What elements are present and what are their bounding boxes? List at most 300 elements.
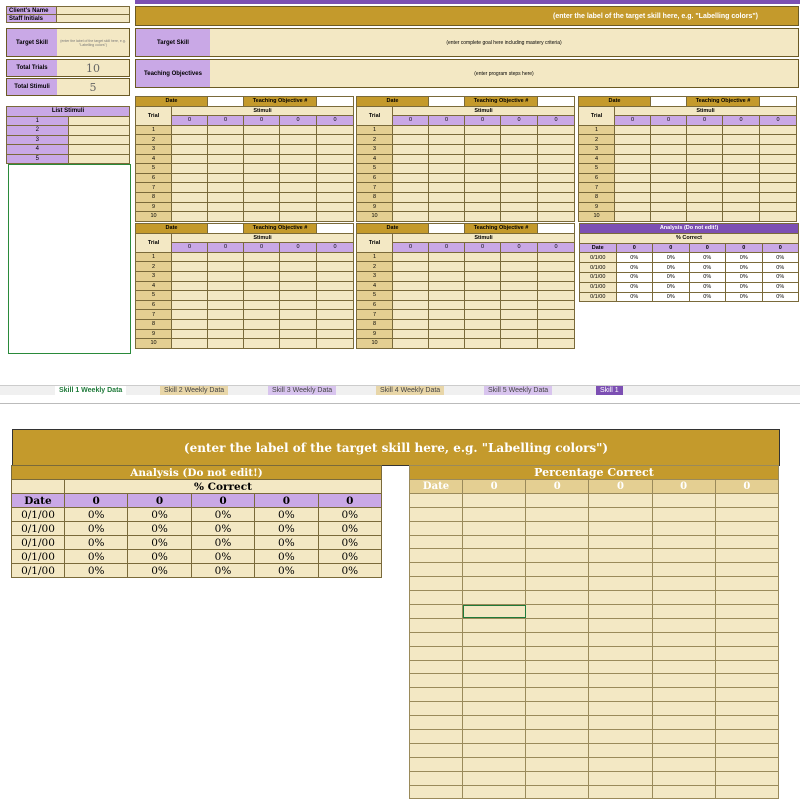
trial-response-cell[interactable] <box>429 310 465 320</box>
pct-cell[interactable] <box>589 646 652 660</box>
trial-response-cell[interactable] <box>465 291 501 301</box>
trial-response-cell[interactable] <box>393 319 429 329</box>
trial-response-cell[interactable] <box>429 300 465 310</box>
pct-cell[interactable] <box>652 785 715 799</box>
teaching-objective-input[interactable] <box>538 224 575 234</box>
trial-response-cell[interactable] <box>501 319 538 329</box>
trial-response-cell[interactable] <box>501 300 538 310</box>
trial-response-cell[interactable] <box>280 271 317 281</box>
trial-response-cell[interactable] <box>760 173 797 183</box>
trial-response-cell[interactable] <box>429 173 465 183</box>
trial-response-cell[interactable] <box>501 339 538 349</box>
trial-response-cell[interactable] <box>172 125 208 135</box>
trial-response-cell[interactable] <box>429 271 465 281</box>
trial-response-cell[interactable] <box>244 173 280 183</box>
trial-response-cell[interactable] <box>393 154 429 164</box>
trial-response-cell[interactable] <box>317 135 354 145</box>
trial-response-cell[interactable] <box>393 329 429 339</box>
pct-cell[interactable] <box>652 632 715 646</box>
trial-response-cell[interactable] <box>429 262 465 272</box>
pct-cell[interactable] <box>410 716 463 730</box>
trial-response-cell[interactable] <box>393 252 429 262</box>
trial-response-cell[interactable] <box>280 339 317 349</box>
trial-response-cell[interactable] <box>393 144 429 154</box>
trial-response-cell[interactable] <box>280 164 317 174</box>
pct-cell[interactable] <box>589 757 652 771</box>
trial-response-cell[interactable] <box>501 281 538 291</box>
pct-cell[interactable] <box>589 702 652 716</box>
trial-response-cell[interactable] <box>172 281 208 291</box>
trial-response-cell[interactable] <box>465 183 501 193</box>
stimulus-input[interactable] <box>68 145 130 155</box>
trial-response-cell[interactable] <box>280 173 317 183</box>
trial-response-cell[interactable] <box>760 183 797 193</box>
skill-title-cell[interactable]: (enter the label of the target skill here, e.g. "Labelling colors") <box>135 6 799 26</box>
trial-response-cell[interactable] <box>280 183 317 193</box>
trial-response-cell[interactable] <box>280 192 317 202</box>
trial-response-cell[interactable] <box>393 164 429 174</box>
pct-cell[interactable] <box>589 660 652 674</box>
trial-response-cell[interactable] <box>244 212 280 222</box>
trial-response-cell[interactable] <box>723 173 760 183</box>
trial-response-cell[interactable] <box>393 183 429 193</box>
staff-initials-input[interactable] <box>57 15 130 23</box>
pct-cell[interactable] <box>463 646 526 660</box>
trial-response-cell[interactable] <box>760 212 797 222</box>
trial-response-cell[interactable] <box>687 173 723 183</box>
pct-cell[interactable] <box>463 688 526 702</box>
date-input[interactable] <box>208 224 244 234</box>
pct-cell[interactable] <box>589 743 652 757</box>
pct-cell[interactable] <box>715 646 778 660</box>
trial-response-cell[interactable] <box>501 329 538 339</box>
pct-cell[interactable] <box>652 591 715 605</box>
trial-response-cell[interactable] <box>172 262 208 272</box>
pct-cell[interactable] <box>715 757 778 771</box>
pct-cell[interactable] <box>589 493 652 507</box>
pct-cell[interactable] <box>589 771 652 785</box>
pct-cell[interactable] <box>526 646 589 660</box>
trial-response-cell[interactable] <box>429 281 465 291</box>
pct-cell[interactable] <box>715 674 778 688</box>
trial-response-cell[interactable] <box>538 291 575 301</box>
pct-cell[interactable] <box>410 743 463 757</box>
trial-response-cell[interactable] <box>208 252 244 262</box>
pct-cell[interactable] <box>589 577 652 591</box>
trial-response-cell[interactable] <box>501 135 538 145</box>
trial-response-cell[interactable] <box>317 329 354 339</box>
trial-response-cell[interactable] <box>615 164 651 174</box>
trial-response-cell[interactable] <box>687 135 723 145</box>
trial-response-cell[interactable] <box>393 173 429 183</box>
pct-cell[interactable] <box>463 605 526 619</box>
pct-cell[interactable] <box>526 730 589 744</box>
trial-response-cell[interactable] <box>501 192 538 202</box>
trial-response-cell[interactable] <box>208 173 244 183</box>
trial-response-cell[interactable] <box>172 192 208 202</box>
trial-response-cell[interactable] <box>317 212 354 222</box>
trial-response-cell[interactable] <box>317 202 354 212</box>
pct-cell[interactable] <box>463 743 526 757</box>
date-input[interactable] <box>429 97 465 107</box>
pct-cell[interactable] <box>652 549 715 563</box>
pct-cell[interactable] <box>715 605 778 619</box>
pct-cell[interactable] <box>652 730 715 744</box>
pct-cell[interactable] <box>463 730 526 744</box>
trial-response-cell[interactable] <box>760 164 797 174</box>
trial-response-cell[interactable] <box>172 329 208 339</box>
teaching-objective-input[interactable] <box>760 97 797 107</box>
skill-title-cell-large[interactable]: (enter the label of the target skill here, e.g. "Labelling colors") <box>12 429 780 466</box>
pct-cell[interactable] <box>526 605 589 619</box>
pct-cell[interactable] <box>526 743 589 757</box>
trial-response-cell[interactable] <box>687 144 723 154</box>
trial-response-cell[interactable] <box>615 135 651 145</box>
sheet-tab[interactable]: Skill 5 Weekly Data <box>484 386 552 395</box>
pct-cell[interactable] <box>715 591 778 605</box>
pct-cell[interactable] <box>410 605 463 619</box>
trial-response-cell[interactable] <box>538 252 575 262</box>
pct-cell[interactable] <box>652 757 715 771</box>
pct-cell[interactable] <box>463 563 526 577</box>
pct-cell[interactable] <box>410 632 463 646</box>
trial-response-cell[interactable] <box>723 164 760 174</box>
trial-response-cell[interactable] <box>538 300 575 310</box>
pct-cell[interactable] <box>463 757 526 771</box>
trial-response-cell[interactable] <box>393 192 429 202</box>
pct-cell[interactable] <box>589 507 652 521</box>
pct-cell[interactable] <box>463 632 526 646</box>
trial-response-cell[interactable] <box>280 281 317 291</box>
pct-cell[interactable] <box>463 716 526 730</box>
trial-response-cell[interactable] <box>760 144 797 154</box>
trial-response-cell[interactable] <box>208 125 244 135</box>
trial-response-cell[interactable] <box>687 164 723 174</box>
date-input[interactable] <box>651 97 687 107</box>
trial-response-cell[interactable] <box>244 202 280 212</box>
trial-response-cell[interactable] <box>429 183 465 193</box>
trial-response-cell[interactable] <box>317 125 354 135</box>
trial-response-cell[interactable] <box>687 125 723 135</box>
pct-cell[interactable] <box>463 702 526 716</box>
trial-response-cell[interactable] <box>429 339 465 349</box>
total-stimuli-value[interactable]: 5 <box>57 79 129 95</box>
trial-response-cell[interactable] <box>393 202 429 212</box>
goal-input[interactable]: (enter complete goal here including mastery criteria) <box>210 29 798 56</box>
pct-cell[interactable] <box>715 771 778 785</box>
pct-cell[interactable] <box>589 521 652 535</box>
pct-cell[interactable] <box>652 493 715 507</box>
pct-cell[interactable] <box>652 716 715 730</box>
sheet-tab[interactable]: Skill 3 Weekly Data <box>268 386 336 395</box>
trial-response-cell[interactable] <box>172 154 208 164</box>
trial-response-cell[interactable] <box>393 125 429 135</box>
pct-cell[interactable] <box>715 507 778 521</box>
pct-cell[interactable] <box>526 688 589 702</box>
trial-response-cell[interactable] <box>723 144 760 154</box>
trial-response-cell[interactable] <box>172 183 208 193</box>
trial-response-cell[interactable] <box>172 310 208 320</box>
pct-cell[interactable] <box>410 730 463 744</box>
trial-response-cell[interactable] <box>280 154 317 164</box>
trial-response-cell[interactable] <box>208 154 244 164</box>
trial-response-cell[interactable] <box>429 329 465 339</box>
trial-response-cell[interactable] <box>244 300 280 310</box>
trial-response-cell[interactable] <box>465 329 501 339</box>
trial-response-cell[interactable] <box>172 300 208 310</box>
trial-response-cell[interactable] <box>538 173 575 183</box>
pct-cell[interactable] <box>463 507 526 521</box>
trial-response-cell[interactable] <box>393 135 429 145</box>
total-trials-value[interactable]: 10 <box>57 60 129 76</box>
trial-response-cell[interactable] <box>208 202 244 212</box>
trial-response-cell[interactable] <box>244 291 280 301</box>
pct-cell[interactable] <box>410 577 463 591</box>
pct-cell[interactable] <box>526 493 589 507</box>
stimulus-input[interactable] <box>68 126 130 136</box>
pct-cell[interactable] <box>526 716 589 730</box>
pct-cell[interactable] <box>526 591 589 605</box>
pct-cell[interactable] <box>410 493 463 507</box>
pct-cell[interactable] <box>652 702 715 716</box>
pct-cell[interactable] <box>652 507 715 521</box>
pct-cell[interactable] <box>715 688 778 702</box>
trial-response-cell[interactable] <box>280 329 317 339</box>
pct-cell[interactable] <box>526 549 589 563</box>
trial-response-cell[interactable] <box>244 252 280 262</box>
trial-response-cell[interactable] <box>244 125 280 135</box>
pct-cell[interactable] <box>652 521 715 535</box>
trial-response-cell[interactable] <box>651 173 687 183</box>
pct-cell[interactable] <box>526 660 589 674</box>
date-input[interactable] <box>208 97 244 107</box>
trial-response-cell[interactable] <box>723 154 760 164</box>
pct-cell[interactable] <box>410 549 463 563</box>
trial-response-cell[interactable] <box>208 310 244 320</box>
trial-response-cell[interactable] <box>465 125 501 135</box>
pct-cell[interactable] <box>652 743 715 757</box>
teaching-objective-input[interactable] <box>317 97 354 107</box>
trial-response-cell[interactable] <box>501 173 538 183</box>
teaching-objective-input[interactable] <box>538 97 575 107</box>
trial-response-cell[interactable] <box>172 164 208 174</box>
trial-response-cell[interactable] <box>317 173 354 183</box>
trial-response-cell[interactable] <box>465 339 501 349</box>
trial-response-cell[interactable] <box>280 144 317 154</box>
trial-response-cell[interactable] <box>429 212 465 222</box>
trial-response-cell[interactable] <box>538 262 575 272</box>
trial-response-cell[interactable] <box>208 281 244 291</box>
trial-response-cell[interactable] <box>280 319 317 329</box>
trial-response-cell[interactable] <box>760 192 797 202</box>
pct-cell[interactable] <box>463 535 526 549</box>
pct-cell[interactable] <box>652 577 715 591</box>
pct-cell[interactable] <box>589 605 652 619</box>
trial-response-cell[interactable] <box>317 271 354 281</box>
sheet-tab[interactable]: Skill 1 Weekly Data <box>55 386 126 395</box>
pct-cell[interactable] <box>715 618 778 632</box>
trial-response-cell[interactable] <box>615 125 651 135</box>
pct-cell[interactable] <box>463 660 526 674</box>
trial-response-cell[interactable] <box>651 135 687 145</box>
sheet-tab[interactable]: Skill 4 Weekly Data <box>376 386 444 395</box>
trial-response-cell[interactable] <box>501 144 538 154</box>
trial-response-cell[interactable] <box>172 271 208 281</box>
trial-response-cell[interactable] <box>501 291 538 301</box>
pct-cell[interactable] <box>410 674 463 688</box>
trial-response-cell[interactable] <box>615 202 651 212</box>
pct-cell[interactable] <box>463 674 526 688</box>
trial-response-cell[interactable] <box>317 192 354 202</box>
trial-response-cell[interactable] <box>393 310 429 320</box>
trial-response-cell[interactable] <box>538 144 575 154</box>
trial-response-cell[interactable] <box>244 281 280 291</box>
trial-response-cell[interactable] <box>465 164 501 174</box>
pct-cell[interactable] <box>652 646 715 660</box>
pct-cell[interactable] <box>410 785 463 799</box>
trial-response-cell[interactable] <box>317 319 354 329</box>
trial-response-cell[interactable] <box>465 262 501 272</box>
trial-response-cell[interactable] <box>208 212 244 222</box>
trial-response-cell[interactable] <box>615 183 651 193</box>
trial-response-cell[interactable] <box>723 135 760 145</box>
pct-cell[interactable] <box>589 785 652 799</box>
pct-cell[interactable] <box>715 785 778 799</box>
trial-response-cell[interactable] <box>538 202 575 212</box>
trial-response-cell[interactable] <box>538 164 575 174</box>
trial-response-cell[interactable] <box>538 135 575 145</box>
sheet-tab[interactable]: Skill 1 <box>596 386 623 395</box>
trial-response-cell[interactable] <box>651 212 687 222</box>
trial-response-cell[interactable] <box>723 202 760 212</box>
trial-response-cell[interactable] <box>687 154 723 164</box>
trial-response-cell[interactable] <box>244 271 280 281</box>
pct-cell[interactable] <box>589 549 652 563</box>
trial-response-cell[interactable] <box>208 164 244 174</box>
trial-response-cell[interactable] <box>538 281 575 291</box>
trial-response-cell[interactable] <box>615 173 651 183</box>
pct-cell[interactable] <box>652 688 715 702</box>
pct-cell[interactable] <box>652 771 715 785</box>
trial-response-cell[interactable] <box>429 125 465 135</box>
trial-response-cell[interactable] <box>172 202 208 212</box>
trial-response-cell[interactable] <box>317 339 354 349</box>
pct-cell[interactable] <box>715 535 778 549</box>
trial-response-cell[interactable] <box>393 300 429 310</box>
trial-response-cell[interactable] <box>723 183 760 193</box>
pct-cell[interactable] <box>463 577 526 591</box>
trial-response-cell[interactable] <box>760 202 797 212</box>
pct-cell[interactable] <box>715 563 778 577</box>
trial-response-cell[interactable] <box>429 319 465 329</box>
pct-cell[interactable] <box>589 730 652 744</box>
pct-cell[interactable] <box>715 716 778 730</box>
trial-response-cell[interactable] <box>687 212 723 222</box>
trial-response-cell[interactable] <box>465 271 501 281</box>
stimulus-input[interactable] <box>68 116 130 126</box>
pct-cell[interactable] <box>715 730 778 744</box>
trial-response-cell[interactable] <box>501 212 538 222</box>
pct-cell[interactable] <box>410 757 463 771</box>
sheet-tab[interactable]: Skill 2 Weekly Data <box>160 386 228 395</box>
trial-response-cell[interactable] <box>317 164 354 174</box>
trial-response-cell[interactable] <box>317 291 354 301</box>
trial-response-cell[interactable] <box>687 183 723 193</box>
pct-cell[interactable] <box>463 521 526 535</box>
pct-cell[interactable] <box>410 618 463 632</box>
trial-response-cell[interactable] <box>317 262 354 272</box>
pct-cell[interactable] <box>715 743 778 757</box>
trial-response-cell[interactable] <box>538 271 575 281</box>
trial-response-cell[interactable] <box>465 135 501 145</box>
trial-response-cell[interactable] <box>208 319 244 329</box>
trial-response-cell[interactable] <box>538 319 575 329</box>
stimulus-input[interactable] <box>68 154 130 164</box>
trial-response-cell[interactable] <box>429 144 465 154</box>
pct-cell[interactable] <box>410 702 463 716</box>
trial-response-cell[interactable] <box>538 125 575 135</box>
pct-cell[interactable] <box>589 618 652 632</box>
trial-response-cell[interactable] <box>501 310 538 320</box>
trial-response-cell[interactable] <box>465 202 501 212</box>
trial-response-cell[interactable] <box>208 300 244 310</box>
trial-response-cell[interactable] <box>615 144 651 154</box>
pct-cell[interactable] <box>526 521 589 535</box>
trial-response-cell[interactable] <box>172 144 208 154</box>
pct-cell[interactable] <box>652 674 715 688</box>
trial-response-cell[interactable] <box>465 212 501 222</box>
trial-response-cell[interactable] <box>172 212 208 222</box>
trial-response-cell[interactable] <box>501 154 538 164</box>
trial-response-cell[interactable] <box>465 310 501 320</box>
pct-cell[interactable] <box>589 591 652 605</box>
trial-response-cell[interactable] <box>723 192 760 202</box>
trial-response-cell[interactable] <box>208 291 244 301</box>
pct-cell[interactable] <box>526 535 589 549</box>
trial-response-cell[interactable] <box>465 192 501 202</box>
trial-response-cell[interactable] <box>208 144 244 154</box>
trial-response-cell[interactable] <box>538 310 575 320</box>
pct-cell[interactable] <box>715 702 778 716</box>
pct-cell[interactable] <box>463 771 526 785</box>
trial-response-cell[interactable] <box>429 164 465 174</box>
trial-response-cell[interactable] <box>280 291 317 301</box>
client-name-input[interactable] <box>57 7 130 15</box>
trial-response-cell[interactable] <box>208 329 244 339</box>
trial-response-cell[interactable] <box>651 125 687 135</box>
trial-response-cell[interactable] <box>429 135 465 145</box>
pct-cell[interactable] <box>715 577 778 591</box>
trial-response-cell[interactable] <box>244 183 280 193</box>
trial-response-cell[interactable] <box>538 339 575 349</box>
trial-response-cell[interactable] <box>280 125 317 135</box>
trial-response-cell[interactable] <box>501 262 538 272</box>
trial-response-cell[interactable] <box>538 154 575 164</box>
trial-response-cell[interactable] <box>538 329 575 339</box>
pct-cell[interactable] <box>463 785 526 799</box>
pct-cell[interactable] <box>715 521 778 535</box>
pct-cell[interactable] <box>652 535 715 549</box>
trial-response-cell[interactable] <box>393 281 429 291</box>
trial-response-cell[interactable] <box>465 154 501 164</box>
trial-response-cell[interactable] <box>280 212 317 222</box>
trial-response-cell[interactable] <box>615 192 651 202</box>
trial-response-cell[interactable] <box>501 252 538 262</box>
trial-response-cell[interactable] <box>244 164 280 174</box>
trial-response-cell[interactable] <box>317 144 354 154</box>
trial-response-cell[interactable] <box>280 252 317 262</box>
pct-cell[interactable] <box>715 660 778 674</box>
